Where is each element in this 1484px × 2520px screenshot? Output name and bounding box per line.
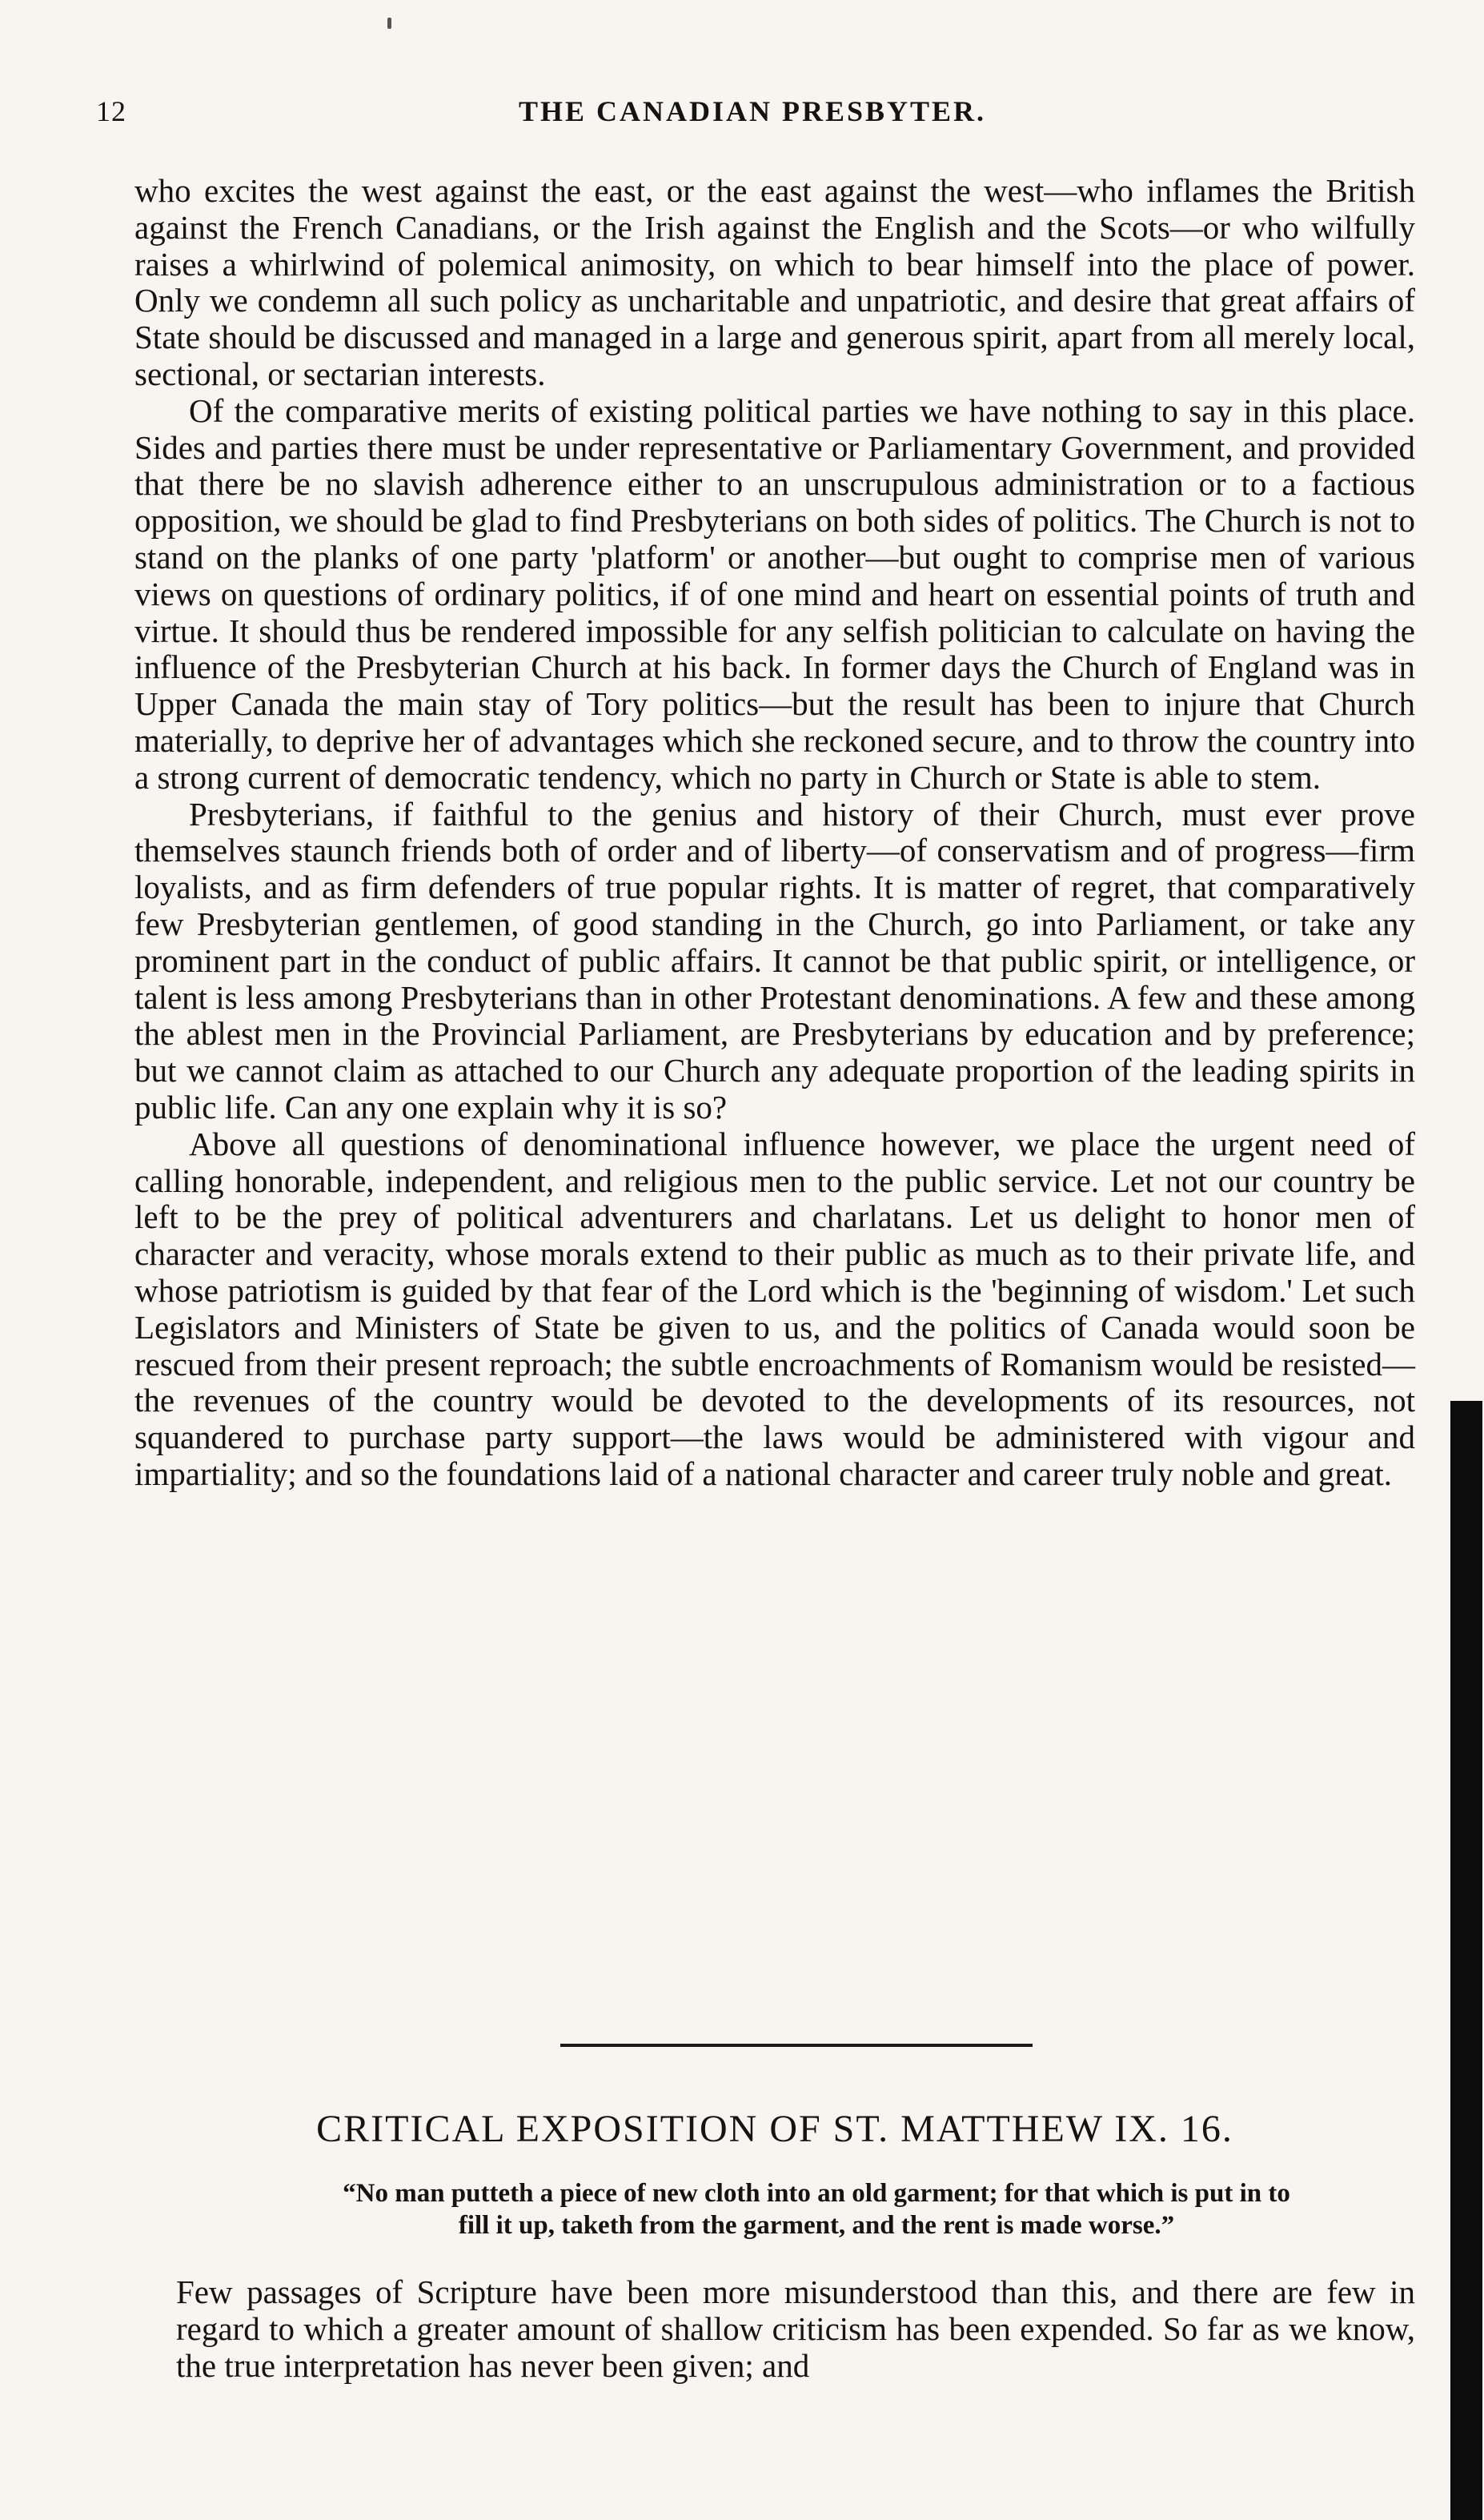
paragraph: Presbyterians, if faithful to the genius and history of their Church, must ever prove themselves staunch friends both of order and of liberty—of conservatism and of progress—firm loyalists, and as firm defenders of true popular rights. It is matter of regret, that comparatively few Presbyterian gentlemen, of good standing in the Church, go into Parliament, or take any prominent part in the conduct of public affairs. It cannot be that public spirit, or intelligence, or talent is less among Presbyterians than in other Protestant denominations. A few and these among the ablest men in the Provincial Parliament, are Presbyterians by education and by preference; but we cannot claim as attached to our Church any adequate proportion of the leading spirits in public life. Can any one explain why it is so? [134,795,1415,1126]
epigraph [240,2177,1393,2241]
paragraph: Above all questions of denominational influence however, we place the urgent need of calling honorable, independent, and religious men to the public service. Let not our country be left to be the prey of political adventurers and charlatans. Let us delight to honor men of character and veracity, whose morals extend to their public as much as to their private life, and whose patriotism is guided by that fear of the Lord which is the 'beginning of wisdom.' Let such Legislators and Ministers of State be given to us, and the politics of Canada would soon be rescued from their present reproach; the subtle encroachments of Romanism would be resisted—the revenues of the country would be devoted to the developments of its resources, not squandered to purchase party support—the laws would be administered with vigour and impartiality; and so the foundations laid of a national character and career truly noble and great. [134,1125,1415,1492]
journal-title: THE CANADIAN PRESBYTER. [518,95,987,127]
section-title: CRITICAL EXPOSITION OF ST. MATTHEW IX. 16. [316,2108,1233,2150]
scan-speck [387,18,391,29]
epigraph-line: fill it up, taketh from the garment, and the rent is made worse.” [458,2211,1175,2240]
running-head [96,94,1409,142]
section-divider [560,2044,1033,2047]
section-body [176,2273,1415,2384]
paragraph: Few passages of Scripture have been more misunderstood than this, and there are few in regard to which a greater amount of shallow criticism has been expended. So far as we know, the true interpretation has never been given; and [176,2273,1415,2384]
paragraph: who excites the west against the east, or the east against the west—who inflames the British against the French Canadians, or the Irish against the English and the Scots—or who wilfully raises a whirlwind of polemical animosity, on which to bear himself into the place of power. Only we condemn all such policy as uncharitable and unpatriotic, and desire that great affairs of State should be discussed and managed in a large and generous spirit, apart from all merely local, sectional, or sectarian interests. [134,172,1415,392]
epigraph-line: “No man putteth a piece of new cloth into an old garment; for that which is put in to [343,2179,1290,2208]
page-number: 12 [96,95,126,127]
article-body [134,173,1415,1493]
paragraph: Of the comparative merits of existing political parties we have nothing to say in this place. Sides and parties there must be under representative or Parliamentary Government, and provided that there be no slavish adherence either to an unscrupulous administration or to a factious opposition, we should be glad to find Presbyterians on both sides of politics. The Church is not to stand on the planks of one party 'platform' or another—but ought to comprise men of various views on questions of ordinary politics, if of one mind and heart on essential points of truth and virtue. It should thus be rendered impossible for any selfish politician to calculate on having the influence of the Presbyterian Church at his back. In former days the Church of England was in Upper Canada the main stay of Tory politics—but the result has been to injure that Church materially, to deprive her of advantages which she reckoned secure, and to throw the country into a strong current of democratic tendency, which no party in Church or State is able to stem. [134,391,1415,796]
scan-edge-shadow [1450,1401,1482,2520]
